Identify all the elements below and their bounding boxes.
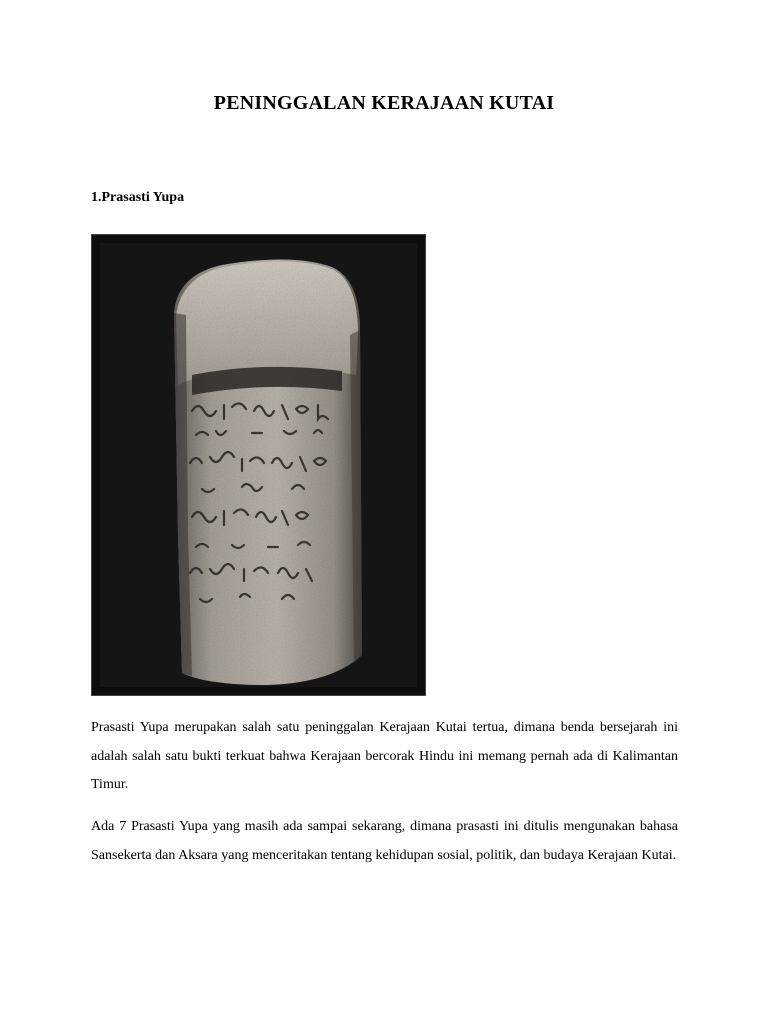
paragraph-2: Ada 7 Prasasti Yupa yang masih ada sampai sekarang, dimana prasasti ini ditulis mengunakan bahasa Sansekerta dan Aksara yang menceritakan tentang kehidupan sosial, politik, dan budaya Kerajaan Kutai.	[91, 819, 678, 863]
paragraph-1: Prasasti Yupa merupakan salah satu peninggalan Kerajaan Kutai tertua, dimana benda bersejarah ini adalah salah satu bukti terkuat bahwa Kerajaan bercorak Hindu ini memang pernah ada di Kalimantan Timur.	[91, 720, 678, 792]
section-heading: 1.Prasasti Yupa	[91, 190, 185, 205]
page-title: PENINGGALAN KERAJAAN KUTAI	[213, 92, 555, 114]
inscribed-stone-pillar-photo-icon	[92, 235, 425, 695]
yupa-inscription-photo	[91, 234, 426, 696]
